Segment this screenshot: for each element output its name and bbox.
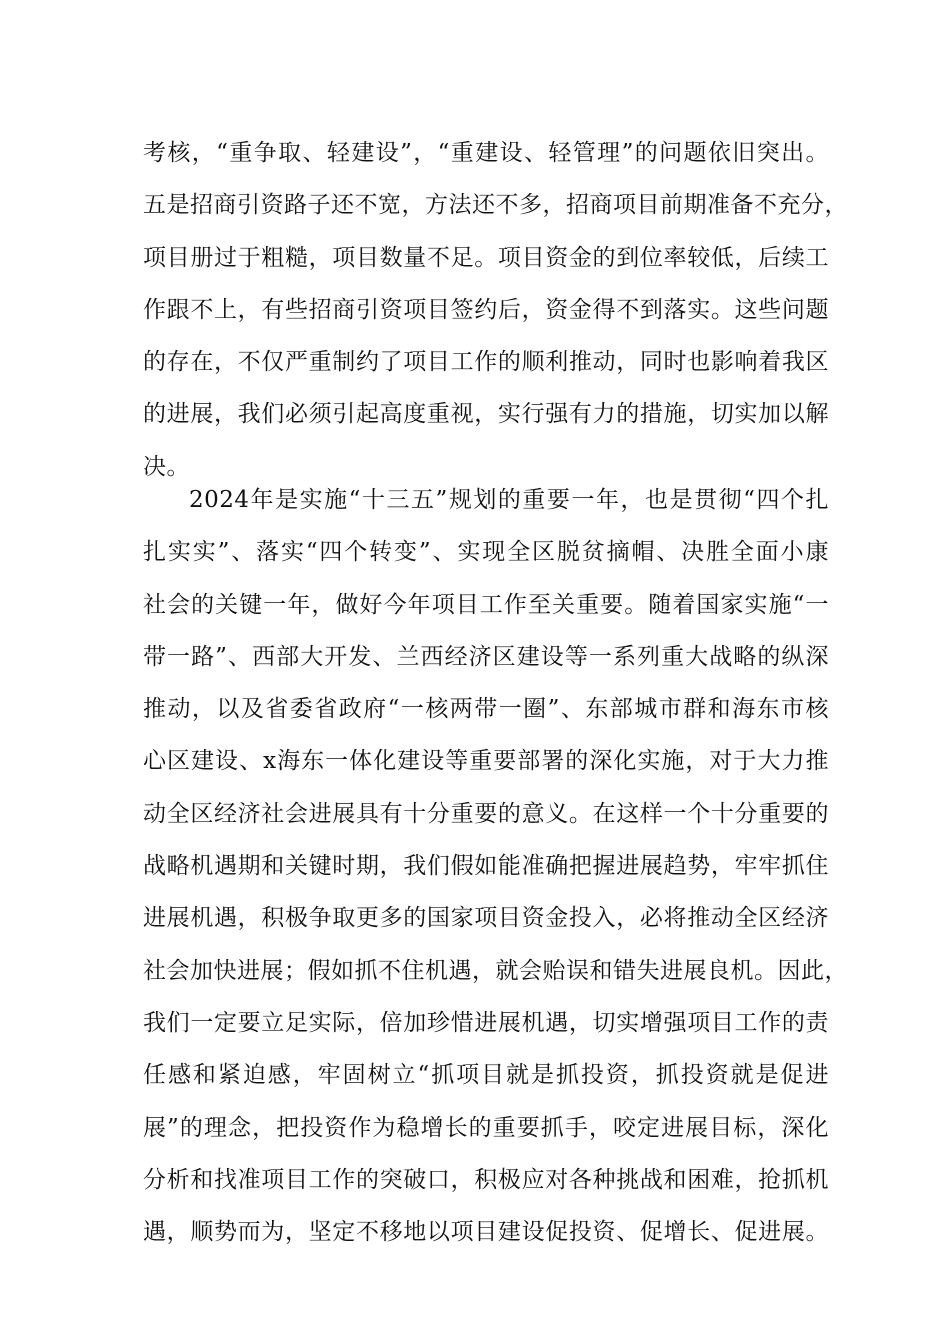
paragraph-line: 带一路”、西部大开发、兰西经济区建设等一系列重大战略的纵深 <box>143 643 829 670</box>
paragraph-line: 分析和找准项目工作的突破口，积极应对各种挑战和困难，抢抓机 <box>143 1166 829 1193</box>
paragraph-line: 我们一定要立足实际，倍加珍惜进展机遇，切实增强项目工作的责 <box>143 1009 829 1036</box>
paragraph-line: 考核，“重争取、轻建设”，“重建设、轻管理”的问题依旧突出。 <box>143 140 829 166</box>
paragraph-line: 的存在，不仅严重制约了项目工作的顺利推动，同时也影响着我区 <box>143 349 829 376</box>
paragraph-line: 推动，以及省委省政府“一核两带一圈”、东部城市群和海东市核 <box>143 696 829 723</box>
paragraph-line: 的进展，我们必须引起高度重视，实行强有力的措施，切实加以解 <box>143 401 829 428</box>
paragraph-line: 2024年是实施“十三五”规划的重要一年，也是贯彻“四个扎 <box>189 487 829 513</box>
paragraph-2024-outlook <box>143 474 848 1258</box>
paragraph-line: 项目册过于粗糙，项目数量不足。项目资金的到位率较低，后续工 <box>143 244 829 271</box>
paragraph-line: 动全区经济社会进展具有十分重要的意义。在这样一个十分重要的 <box>143 800 829 827</box>
paragraph-line: 任感和紧迫感，牢固树立“抓项目就是抓投资，抓投资就是促进 <box>143 1062 829 1089</box>
paragraph-line: 展”的理念，把投资作为稳增长的重要抓手，咬定进展目标，深化 <box>143 1114 829 1141</box>
paragraph-line: 遇，顺势而为，坚定不移地以项目建设促投资、促增长、促进展。 <box>143 1219 829 1246</box>
paragraph-line: 战略机遇期和关键时期，我们假如能准确把握进展趋势，牢牢抓住 <box>143 853 829 880</box>
paragraph-line: 社会的关键一年，做好今年项目工作至关重要。随着国家实施“一 <box>143 591 829 618</box>
paragraph-line: 社会加快进展；假如抓不住机遇，就会贻误和错失进展良机。因此， <box>143 957 848 984</box>
paragraph-line: 作跟不上，有些招商引资项目签约后，资金得不到落实。这些问题 <box>143 296 829 323</box>
paragraph-line: 进展机遇，积极争取更多的国家项目资金投入，必将推动全区经济 <box>143 905 829 932</box>
paragraph-line: 决。 <box>143 453 190 480</box>
paragraph-line: 五是招商引资路子还不宽，方法还不多，招商项目前期准备不充分， <box>143 192 848 219</box>
paragraph-line: 扎实实”、落实“四个转变”、实现全区脱贫摘帽、决胜全面小康 <box>143 539 829 566</box>
paragraph-line: 心区建设、x海东一体化建设等重要部署的深化实施，对于大力推 <box>143 748 829 775</box>
paragraph-problems-continued <box>143 127 848 493</box>
